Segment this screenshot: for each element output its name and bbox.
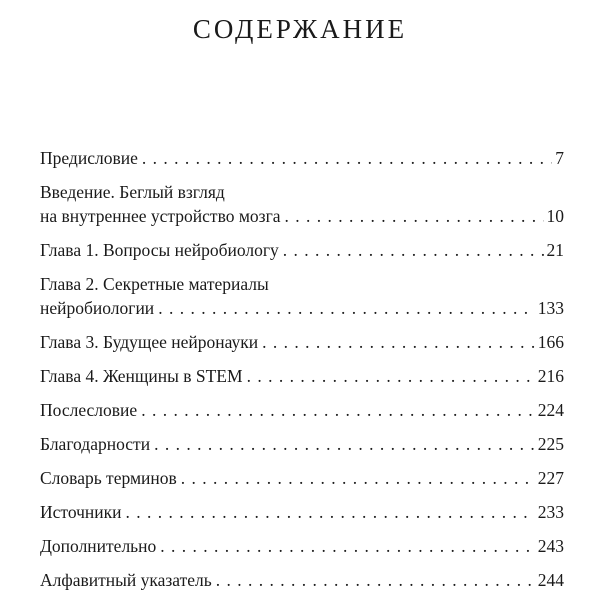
dot-leader — [142, 146, 552, 170]
toc-page-number: 227 — [537, 468, 564, 488]
toc-page-number: 7 — [555, 148, 564, 168]
toc-entry-chapter-3[interactable] — [40, 330, 564, 354]
toc-entry-title: Глава 1. Вопросы нейробиологу — [40, 240, 279, 260]
toc-entry-title: Глава 3. Будущее нейронауки — [40, 332, 259, 352]
dot-leader — [216, 568, 535, 592]
toc-entry-title-line-1: Глава 2. Секретные материалы — [40, 274, 269, 294]
toc-entry-sources[interactable] — [40, 500, 564, 524]
toc-entry-title: Глава 4. Женщины в STEM — [40, 366, 243, 386]
toc-page-number: 166 — [537, 332, 564, 352]
toc-line — [40, 296, 564, 320]
toc-entry-title: Словарь терминов — [40, 468, 177, 488]
toc-entry-chapter-1[interactable] — [40, 238, 564, 262]
dot-leader — [160, 534, 534, 558]
dot-leader — [285, 204, 544, 228]
toc-line — [40, 398, 564, 422]
table-of-contents — [40, 146, 564, 600]
toc-line — [40, 432, 564, 456]
toc-entry-title-line-2: нейробиологии — [40, 298, 155, 318]
toc-entry-title: Дополнительно — [40, 536, 157, 556]
toc-page-number: 224 — [537, 400, 564, 420]
toc-page-number: 244 — [537, 570, 564, 590]
toc-entry-title-line-1: Введение. Беглый взгляд — [40, 182, 225, 202]
toc-entry-chapter-4[interactable] — [40, 364, 564, 388]
toc-entry-introduction[interactable] — [40, 180, 564, 228]
toc-entry-acknowledgements[interactable] — [40, 432, 564, 456]
toc-entry-title: Алфавитный указатель — [40, 570, 212, 590]
toc-page-number: 243 — [537, 536, 564, 556]
toc-entry-title: Благодарности — [40, 434, 151, 454]
toc-line — [40, 330, 564, 354]
toc-entry-additional[interactable] — [40, 534, 564, 558]
toc-entry-afterword[interactable] — [40, 398, 564, 422]
dot-leader — [154, 432, 535, 456]
toc-page-number: 233 — [537, 502, 564, 522]
toc-entry-title: Послесловие — [40, 400, 138, 420]
toc-entry-title: Предисловие — [40, 148, 138, 168]
toc-line — [40, 204, 564, 228]
dot-leader — [181, 466, 535, 490]
toc-line — [40, 466, 564, 490]
toc-line — [40, 568, 564, 592]
toc-page-number: 216 — [537, 366, 564, 386]
toc-entry-title-line-2: на внутреннее устройство мозга — [40, 206, 281, 226]
dot-leader — [126, 500, 535, 524]
toc-page-number: 10 — [546, 206, 564, 226]
toc-entry-glossary[interactable] — [40, 466, 564, 490]
toc-entry-title: Источники — [40, 502, 122, 522]
toc-page-number: 133 — [537, 298, 564, 318]
dot-leader — [247, 364, 535, 388]
toc-line — [40, 534, 564, 558]
toc-page-number: 21 — [546, 240, 564, 260]
dot-leader — [262, 330, 535, 354]
toc-page-number: 225 — [537, 434, 564, 454]
toc-line — [40, 238, 564, 262]
toc-entry-chapter-2[interactable] — [40, 272, 564, 320]
toc-entry-index[interactable] — [40, 568, 564, 592]
toc-line — [40, 146, 564, 170]
dot-leader — [158, 296, 535, 320]
toc-entry-preface[interactable] — [40, 146, 564, 170]
toc-line — [40, 364, 564, 388]
dot-leader — [141, 398, 535, 422]
page-title: СОДЕРЖАНИЕ — [192, 14, 408, 44]
toc-line — [40, 500, 564, 524]
dot-leader — [283, 238, 544, 262]
